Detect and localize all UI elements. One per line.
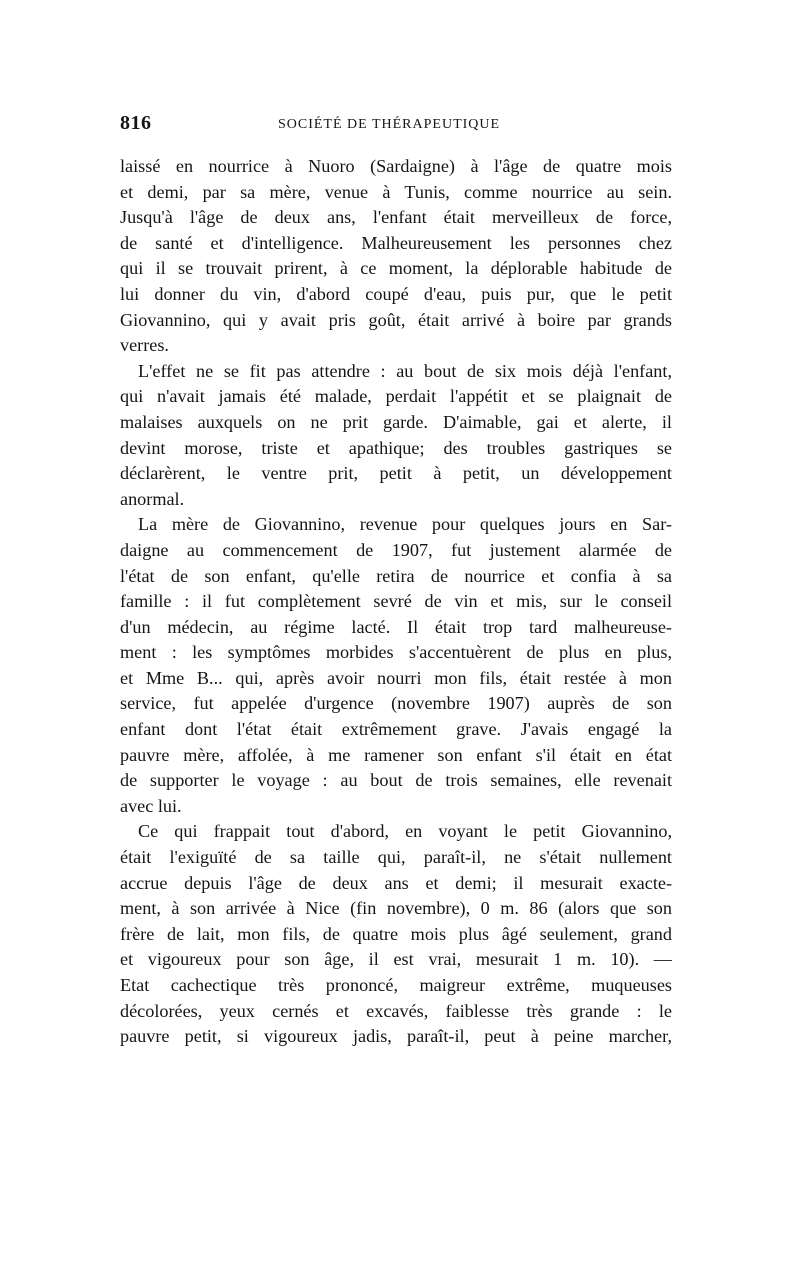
- text-line: Etat cachectique très prononcé, maigreur extrême, muqueuses: [120, 975, 672, 995]
- paragraph: [120, 512, 672, 819]
- text-line: verres.: [120, 335, 169, 356]
- text-line: déclarèrent, le ventre prit, petit à petit, un développement: [120, 463, 672, 484]
- text-line: d'un médecin, au régime lacté. Il était trop tard malheureuse-: [120, 616, 672, 637]
- text-line: décolorées, yeux cernés et excavés, faiblesse très grande : le: [120, 1000, 672, 1021]
- text-line: de supporter le voyage : au bout de trois semaines, elle revenait: [120, 770, 672, 791]
- text-line: ment, à son arrivée à Nice (fin novembre), 0 m. 86 (alors que son: [120, 898, 672, 919]
- text-line: qui il se trouvait prirent, à ce moment, la déplorable habitude de: [120, 258, 672, 279]
- text-line: Ce qui frappait tout d'abord, en voyant le petit Giovannino,: [138, 821, 672, 842]
- text-line: frère de lait, mon fils, de quatre mois plus âgé seulement, grand: [120, 923, 672, 944]
- text-line: L'effet ne se fit pas attendre : au bout de six mois déjà l'enfant,: [138, 360, 672, 381]
- text-line: enfant dont l'état était extrêmement grave. J'avais engagé la: [120, 719, 672, 740]
- text-line: de santé et d'intelligence. Malheureusement les personnes chez: [120, 232, 672, 253]
- page-number: 816: [120, 112, 152, 134]
- book-page: [120, 112, 672, 1050]
- text-line: lui donner du vin, d'abord coupé d'eau, puis pur, que le petit: [120, 283, 672, 304]
- text-line: Jusqu'à l'âge de deux ans, l'enfant était merveilleux de force,: [120, 207, 672, 228]
- text-line: pauvre petit, si vigoureux jadis, paraît-il, peut à peine marcher,: [120, 1026, 672, 1047]
- text-line: et vigoureux pour son âge, il est vrai, mesurait 1 m. 10). —: [120, 949, 672, 970]
- running-title: SOCIÉTÉ DE THÉRAPEUTIQUE: [278, 117, 501, 132]
- text-line: pauvre mère, affolée, à me ramener son enfant s'il était en état: [120, 744, 672, 765]
- text-line: famille : il fut complètement sevré de vin et mis, sur le conseil: [120, 591, 672, 612]
- text-line: La mère de Giovannino, revenue pour quelques jours en Sar-: [138, 514, 672, 535]
- text-line: malaises auxquels on ne prit garde. D'aimable, gai et alerte, il: [120, 411, 672, 432]
- text-line: et Mme B... qui, après avoir nourri mon fils, était restée à mon: [120, 667, 672, 688]
- text-line: accrue depuis l'âge de deux ans et demi; il mesurait exacte-: [120, 872, 672, 893]
- text-line: laissé en nourrice à Nuoro (Sardaigne) à l'âge de quatre mois: [120, 156, 672, 176]
- text-line: service, fut appelée d'urgence (novembre 1907) auprès de son: [120, 693, 672, 714]
- text-line: l'état de son enfant, qu'elle retira de nourrice et confia à sa: [120, 565, 672, 586]
- running-head: [120, 112, 672, 142]
- text-line: anormal.: [120, 488, 185, 509]
- paragraph: [120, 154, 672, 359]
- text-line: avec lui.: [120, 795, 182, 816]
- paragraph: [120, 359, 672, 513]
- text-line: daigne au commencement de 1907, fut justement alarmée de: [120, 539, 672, 560]
- paragraph: [120, 819, 672, 1049]
- text-line: devint morose, triste et apathique; des troubles gastriques se: [120, 437, 672, 458]
- text-line: et demi, par sa mère, venue à Tunis, comme nourrice au sein.: [120, 181, 672, 202]
- text-line: était l'exiguïté de sa taille qui, paraît-il, ne s'était nullement: [120, 847, 672, 868]
- text-line: Giovannino, qui y avait pris goût, était arrivé à boire par grands: [120, 309, 672, 330]
- text-line: qui n'avait jamais été malade, perdait l'appétit et se plaignait de: [120, 386, 672, 407]
- text-line: ment : les symptômes morbides s'accentuèrent de plus en plus,: [120, 642, 672, 663]
- body-text: [120, 154, 672, 1050]
